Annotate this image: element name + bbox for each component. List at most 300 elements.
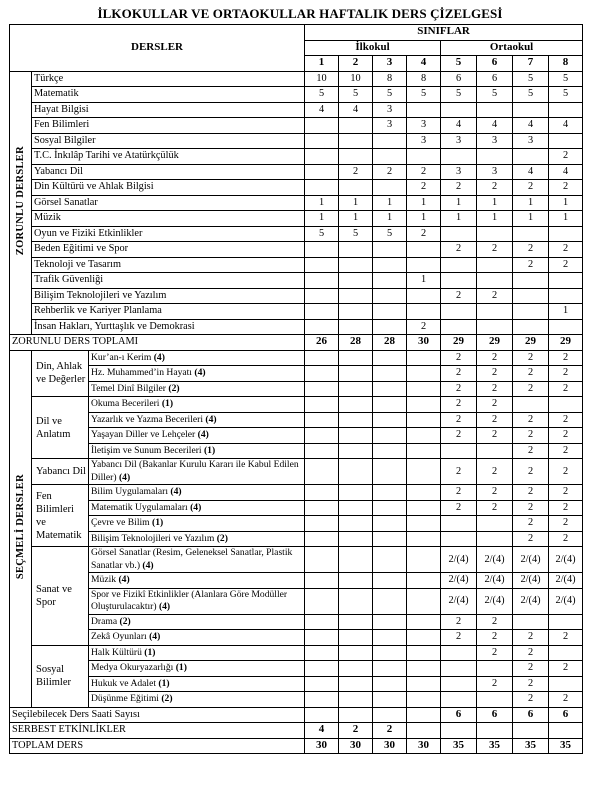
summary-cell: 6: [549, 707, 583, 723]
hour-cell: [441, 531, 477, 547]
hour-cell: 5: [549, 71, 583, 87]
summary-cell: 35: [549, 738, 583, 754]
hour-cell: 2: [549, 500, 583, 516]
hour-cell: 10: [339, 71, 373, 87]
hour-cell: 2: [513, 661, 549, 677]
hour-cell: [339, 304, 373, 320]
total-cell: 30: [407, 335, 441, 351]
elective-max-hours: (4): [170, 486, 182, 498]
hour-cell: [339, 500, 373, 516]
hour-cell: [441, 676, 477, 692]
grade-4-header: 4: [407, 56, 441, 72]
hour-cell: 2: [407, 180, 441, 196]
elective-course-label: Matematik Uygulamaları: [91, 501, 191, 513]
summary-cell: 6: [441, 707, 477, 723]
hour-cell: [305, 485, 339, 501]
hour-cell: [513, 226, 549, 242]
zorunlu-section-label: [10, 71, 32, 335]
hour-cell: 2: [549, 485, 583, 501]
elective-course-name: [89, 645, 305, 661]
free-activities-row-label: SERBEST ETKİNLİKLER: [10, 723, 305, 739]
hour-cell: 2: [513, 443, 549, 459]
elective-max-hours: (2): [168, 382, 180, 394]
elective-course-name: [89, 573, 305, 589]
free-activities-row: [10, 723, 583, 739]
selectable-hours-row: [10, 707, 583, 723]
hour-cell: [373, 531, 407, 547]
hour-cell: 6: [441, 71, 477, 87]
hour-cell: [305, 288, 339, 304]
course-name: Türkçe: [32, 71, 305, 87]
zorunlu-row: [10, 118, 583, 134]
hour-cell: [407, 588, 441, 614]
ilkokul-header: İlkokul: [305, 40, 441, 56]
summary-cell: [441, 723, 477, 739]
summary-cell: 6: [477, 707, 513, 723]
elective-course-name: [89, 692, 305, 708]
elective-course-label: Hukuk ve Adalet: [91, 677, 159, 689]
hour-cell: [305, 350, 339, 366]
summary-cell: [339, 707, 373, 723]
hour-cell: 5: [339, 87, 373, 103]
hour-cell: [339, 319, 373, 335]
hour-cell: [373, 257, 407, 273]
elective-max-hours: (4): [118, 574, 130, 586]
hour-cell: [339, 350, 373, 366]
hour-cell: [373, 516, 407, 532]
hour-cell: [441, 319, 477, 335]
total-cell: 26: [305, 335, 339, 351]
selectable-hours-row-label: Seçilebilecek Ders Saati Sayısı: [10, 707, 305, 723]
hour-cell: [407, 516, 441, 532]
hour-cell: 1: [549, 304, 583, 320]
hour-cell: [477, 304, 513, 320]
hour-cell: [477, 661, 513, 677]
secmeli-section-label: [10, 350, 32, 707]
group-name: Din, Ahlak ve Değerler: [32, 350, 89, 397]
zorunlu-row: [10, 319, 583, 335]
elective-course-label: Zekâ Oyunları: [91, 631, 150, 643]
elective-course-name: [89, 547, 305, 573]
hour-cell: 2: [477, 614, 513, 630]
elective-course-label: Bilim Uygulamaları: [91, 486, 171, 498]
hour-cell: 2: [441, 381, 477, 397]
grade-8-header: 8: [549, 56, 583, 72]
hour-cell: 4: [339, 102, 373, 118]
hour-cell: [549, 133, 583, 149]
course-name: Yabancı Dil: [32, 164, 305, 180]
course-name: Fen Bilimleri: [32, 118, 305, 134]
secmeli-row: [10, 516, 583, 532]
summary-cell: [305, 707, 339, 723]
hour-cell: [407, 485, 441, 501]
secmeli-row: [10, 443, 583, 459]
total-cell: 28: [339, 335, 373, 351]
zorunlu-row: [10, 288, 583, 304]
hour-cell: [339, 573, 373, 589]
zorunlu-row: [10, 195, 583, 211]
hour-cell: 1: [339, 211, 373, 227]
summary-cell: 2: [373, 723, 407, 739]
hour-cell: 2: [477, 242, 513, 258]
summary-cell: [373, 707, 407, 723]
hour-cell: 2: [477, 397, 513, 413]
elective-course-name: [89, 614, 305, 630]
hour-cell: [407, 288, 441, 304]
hour-cell: [373, 319, 407, 335]
hour-cell: [305, 397, 339, 413]
hour-cell: 2/(4): [441, 573, 477, 589]
hour-cell: [407, 692, 441, 708]
hour-cell: 5: [373, 226, 407, 242]
hour-cell: [373, 304, 407, 320]
hour-cell: [441, 516, 477, 532]
elective-course-name: [89, 381, 305, 397]
elective-course-label: Müzik: [91, 574, 119, 586]
hour-cell: [407, 500, 441, 516]
hour-cell: 1: [373, 195, 407, 211]
secmeli-row: [10, 366, 583, 382]
hour-cell: [305, 692, 339, 708]
hour-cell: 8: [407, 71, 441, 87]
summary-cell: [477, 723, 513, 739]
hour-cell: 5: [441, 87, 477, 103]
summary-cell: [513, 723, 549, 739]
elective-course-name: [89, 366, 305, 382]
hour-cell: [477, 226, 513, 242]
hour-cell: 6: [477, 71, 513, 87]
hour-cell: [407, 242, 441, 258]
hour-cell: [339, 661, 373, 677]
elective-max-hours: (4): [142, 559, 154, 571]
total-cell: 29: [477, 335, 513, 351]
hour-cell: 4: [305, 102, 339, 118]
hour-cell: [339, 614, 373, 630]
hour-cell: 2: [441, 350, 477, 366]
hour-cell: [407, 149, 441, 165]
hour-cell: [339, 366, 373, 382]
zorunlu-row: [10, 133, 583, 149]
zorunlu-row: [10, 164, 583, 180]
hour-cell: [407, 645, 441, 661]
hour-cell: [373, 180, 407, 196]
hour-cell: 1: [513, 211, 549, 227]
course-name: Hayat Bilgisi: [32, 102, 305, 118]
secmeli-row: [10, 630, 583, 646]
hour-cell: [407, 102, 441, 118]
hour-cell: [549, 614, 583, 630]
hour-cell: [407, 350, 441, 366]
grand-total-row: [10, 738, 583, 754]
hour-cell: [305, 614, 339, 630]
weekly-schedule-table: [9, 24, 583, 754]
hour-cell: 2: [513, 692, 549, 708]
grade-3-header: 3: [373, 56, 407, 72]
total-cell: 29: [441, 335, 477, 351]
hour-cell: [339, 257, 373, 273]
hour-cell: [305, 257, 339, 273]
zorunlu-row: [10, 87, 583, 103]
summary-cell: 35: [477, 738, 513, 754]
hour-cell: 2: [441, 459, 477, 485]
hour-cell: [407, 459, 441, 485]
hour-cell: [305, 149, 339, 165]
summary-cell: [549, 723, 583, 739]
hour-cell: [407, 428, 441, 444]
hour-cell: [305, 366, 339, 382]
hour-cell: 1: [549, 211, 583, 227]
hour-cell: [339, 676, 373, 692]
hour-cell: [305, 242, 339, 258]
hour-cell: 2: [407, 226, 441, 242]
hour-cell: 4: [513, 118, 549, 134]
hour-cell: 3: [477, 164, 513, 180]
hour-cell: [373, 459, 407, 485]
hour-cell: 2: [477, 645, 513, 661]
hour-cell: 2: [549, 350, 583, 366]
secmeli-row: [10, 573, 583, 589]
hour-cell: [549, 273, 583, 289]
elective-course-label: Temel Dinî Bilgiler: [91, 382, 169, 394]
hour-cell: 2: [513, 500, 549, 516]
summary-cell: 6: [513, 707, 549, 723]
hour-cell: [373, 573, 407, 589]
summary-cell: 30: [407, 738, 441, 754]
hour-cell: [441, 661, 477, 677]
hour-cell: [477, 102, 513, 118]
hour-cell: [407, 661, 441, 677]
hour-cell: [373, 692, 407, 708]
summary-cell: 4: [305, 723, 339, 739]
hour-cell: [513, 614, 549, 630]
hour-cell: [373, 350, 407, 366]
hour-cell: 2: [477, 288, 513, 304]
hour-cell: 2/(4): [513, 573, 549, 589]
hour-cell: [305, 676, 339, 692]
hour-cell: [549, 288, 583, 304]
hour-cell: 2: [513, 459, 549, 485]
hour-cell: [441, 443, 477, 459]
elective-course-name: [89, 676, 305, 692]
summary-cell: [407, 723, 441, 739]
elective-max-hours: (1): [175, 662, 187, 674]
hour-cell: 4: [549, 118, 583, 134]
zorunlu-row: [10, 211, 583, 227]
zorunlu-total-row: [10, 335, 583, 351]
hour-cell: [339, 588, 373, 614]
hour-cell: [339, 397, 373, 413]
hour-cell: 2: [441, 614, 477, 630]
summary-cell: 30: [373, 738, 407, 754]
hour-cell: [339, 133, 373, 149]
hour-cell: 2: [549, 412, 583, 428]
hour-cell: 2: [549, 257, 583, 273]
hour-cell: 2: [513, 242, 549, 258]
course-name: T.C. İnkılâp Tarihi ve Atatürkçülük: [32, 149, 305, 165]
hour-cell: 2: [549, 531, 583, 547]
hour-cell: 2: [441, 630, 477, 646]
page-title: İLKOKULLAR VE ORTAOKULLAR HAFTALIK DERS ÇİZELGESİ: [97, 6, 503, 21]
group-name: Fen Bilimleri ve Matematik: [32, 485, 89, 547]
hour-cell: [407, 443, 441, 459]
secmeli-row: [10, 428, 583, 444]
elective-max-hours: (1): [144, 646, 156, 658]
hour-cell: 3: [513, 133, 549, 149]
elective-course-label: Yabancı Dil (Bakanlar Kurulu Kararı ile Kabul Edilen Diller): [91, 459, 299, 483]
elective-course-name: [89, 500, 305, 516]
elective-course-label: Kur’an-ı Kerim: [91, 351, 154, 363]
zorunlu-row: [10, 102, 583, 118]
elective-course-name: [89, 443, 305, 459]
hour-cell: [305, 118, 339, 134]
course-name: Teknoloji ve Tasarım: [32, 257, 305, 273]
hour-cell: [441, 257, 477, 273]
elective-course-name: [89, 350, 305, 366]
course-name: Sosyal Bilgiler: [32, 133, 305, 149]
course-name: Rehberlik ve Kariyer Planlama: [32, 304, 305, 320]
hour-cell: 5: [373, 87, 407, 103]
elective-course-name: [89, 428, 305, 444]
elective-course-label: Yaşayan Diller ve Lehçeler: [91, 429, 198, 441]
course-name: Din Kültürü ve Ahlak Bilgisi: [32, 180, 305, 196]
group-name: Dil ve Anlatım: [32, 397, 89, 459]
hour-cell: 2/(4): [477, 573, 513, 589]
course-name: Görsel Sanatlar: [32, 195, 305, 211]
hour-cell: [339, 531, 373, 547]
hour-cell: 5: [305, 87, 339, 103]
hour-cell: [305, 630, 339, 646]
hour-cell: [513, 149, 549, 165]
hour-cell: 4: [441, 118, 477, 134]
hour-cell: 2: [477, 180, 513, 196]
hour-cell: 2: [477, 381, 513, 397]
hour-cell: 1: [549, 195, 583, 211]
hour-cell: [339, 273, 373, 289]
elective-course-label: Görsel Sanatlar (Resim, Geleneksel Sanatlar, Plastik Sanatlar vb.): [91, 547, 293, 571]
hour-cell: [441, 304, 477, 320]
hour-cell: 2: [513, 257, 549, 273]
hour-cell: [407, 630, 441, 646]
hour-cell: 2/(4): [477, 547, 513, 573]
hour-cell: [441, 102, 477, 118]
hour-cell: 2/(4): [513, 547, 549, 573]
hour-cell: 1: [373, 211, 407, 227]
secmeli-row: [10, 412, 583, 428]
hour-cell: 3: [407, 118, 441, 134]
hour-cell: 2: [407, 319, 441, 335]
hour-cell: 1: [477, 195, 513, 211]
summary-cell: 35: [441, 738, 477, 754]
hour-cell: [305, 588, 339, 614]
hour-cell: 1: [407, 195, 441, 211]
hour-cell: 2: [441, 180, 477, 196]
elective-max-hours: (4): [118, 471, 131, 483]
hour-cell: 1: [407, 211, 441, 227]
hour-cell: 3: [441, 164, 477, 180]
hour-cell: [305, 164, 339, 180]
hour-cell: [373, 645, 407, 661]
hour-cell: [305, 428, 339, 444]
hour-cell: 2: [407, 164, 441, 180]
hour-cell: 2: [513, 412, 549, 428]
secmeli-row: [10, 459, 583, 485]
hour-cell: 2: [513, 366, 549, 382]
hour-cell: 1: [339, 195, 373, 211]
zorunlu-total-label: ZORUNLU DERS TOPLAMI: [10, 335, 305, 351]
grade-6-header: 6: [477, 56, 513, 72]
zorunlu-row: [10, 226, 583, 242]
hour-cell: 2: [441, 397, 477, 413]
hour-cell: 1: [441, 195, 477, 211]
hour-cell: [513, 288, 549, 304]
hour-cell: 2: [477, 350, 513, 366]
hour-cell: [373, 149, 407, 165]
hour-cell: 5: [305, 226, 339, 242]
hour-cell: 2: [441, 242, 477, 258]
hour-cell: 2: [549, 459, 583, 485]
hour-cell: 2: [513, 350, 549, 366]
hour-cell: 5: [339, 226, 373, 242]
elective-max-hours: (2): [119, 615, 131, 627]
elective-max-hours: (4): [149, 631, 161, 643]
hour-cell: [477, 516, 513, 532]
zorunlu-row: [10, 304, 583, 320]
hour-cell: [305, 459, 339, 485]
hour-cell: 2: [477, 485, 513, 501]
elective-course-name: [89, 588, 305, 614]
hour-cell: [477, 443, 513, 459]
elective-course-label: İletişim ve Sunum Becerileri: [91, 444, 204, 456]
hour-cell: 2: [477, 459, 513, 485]
hour-cell: 4: [549, 164, 583, 180]
hour-cell: 2: [477, 676, 513, 692]
hour-cell: 2: [549, 180, 583, 196]
hour-cell: 2: [513, 531, 549, 547]
elective-max-hours: (4): [205, 413, 217, 425]
summary-cell: 35: [513, 738, 549, 754]
hour-cell: [407, 397, 441, 413]
hour-cell: 1: [477, 211, 513, 227]
grade-2-header: 2: [339, 56, 373, 72]
hour-cell: [305, 573, 339, 589]
hour-cell: [339, 443, 373, 459]
hour-cell: 2: [513, 485, 549, 501]
hour-cell: [373, 588, 407, 614]
hour-cell: 2/(4): [441, 588, 477, 614]
hour-cell: [339, 459, 373, 485]
elective-course-label: Yazarlık ve Yazma Becerileri: [91, 413, 206, 425]
zorunlu-row: [10, 257, 583, 273]
secmeli-row: [10, 531, 583, 547]
hour-cell: [549, 676, 583, 692]
hour-cell: [477, 273, 513, 289]
hour-cell: [373, 661, 407, 677]
elective-max-hours: (1): [203, 444, 216, 456]
total-cell: 29: [549, 335, 583, 351]
summary-cell: 2: [339, 723, 373, 739]
hour-cell: 2/(4): [549, 573, 583, 589]
secmeli-row: [10, 676, 583, 692]
hour-cell: 2: [477, 630, 513, 646]
hour-cell: [407, 547, 441, 573]
hour-cell: [373, 614, 407, 630]
hour-cell: 2/(4): [441, 547, 477, 573]
hour-cell: [305, 381, 339, 397]
hour-cell: [339, 630, 373, 646]
secmeli-row: [10, 661, 583, 677]
zorunlu-row: [10, 273, 583, 289]
hour-cell: [549, 397, 583, 413]
